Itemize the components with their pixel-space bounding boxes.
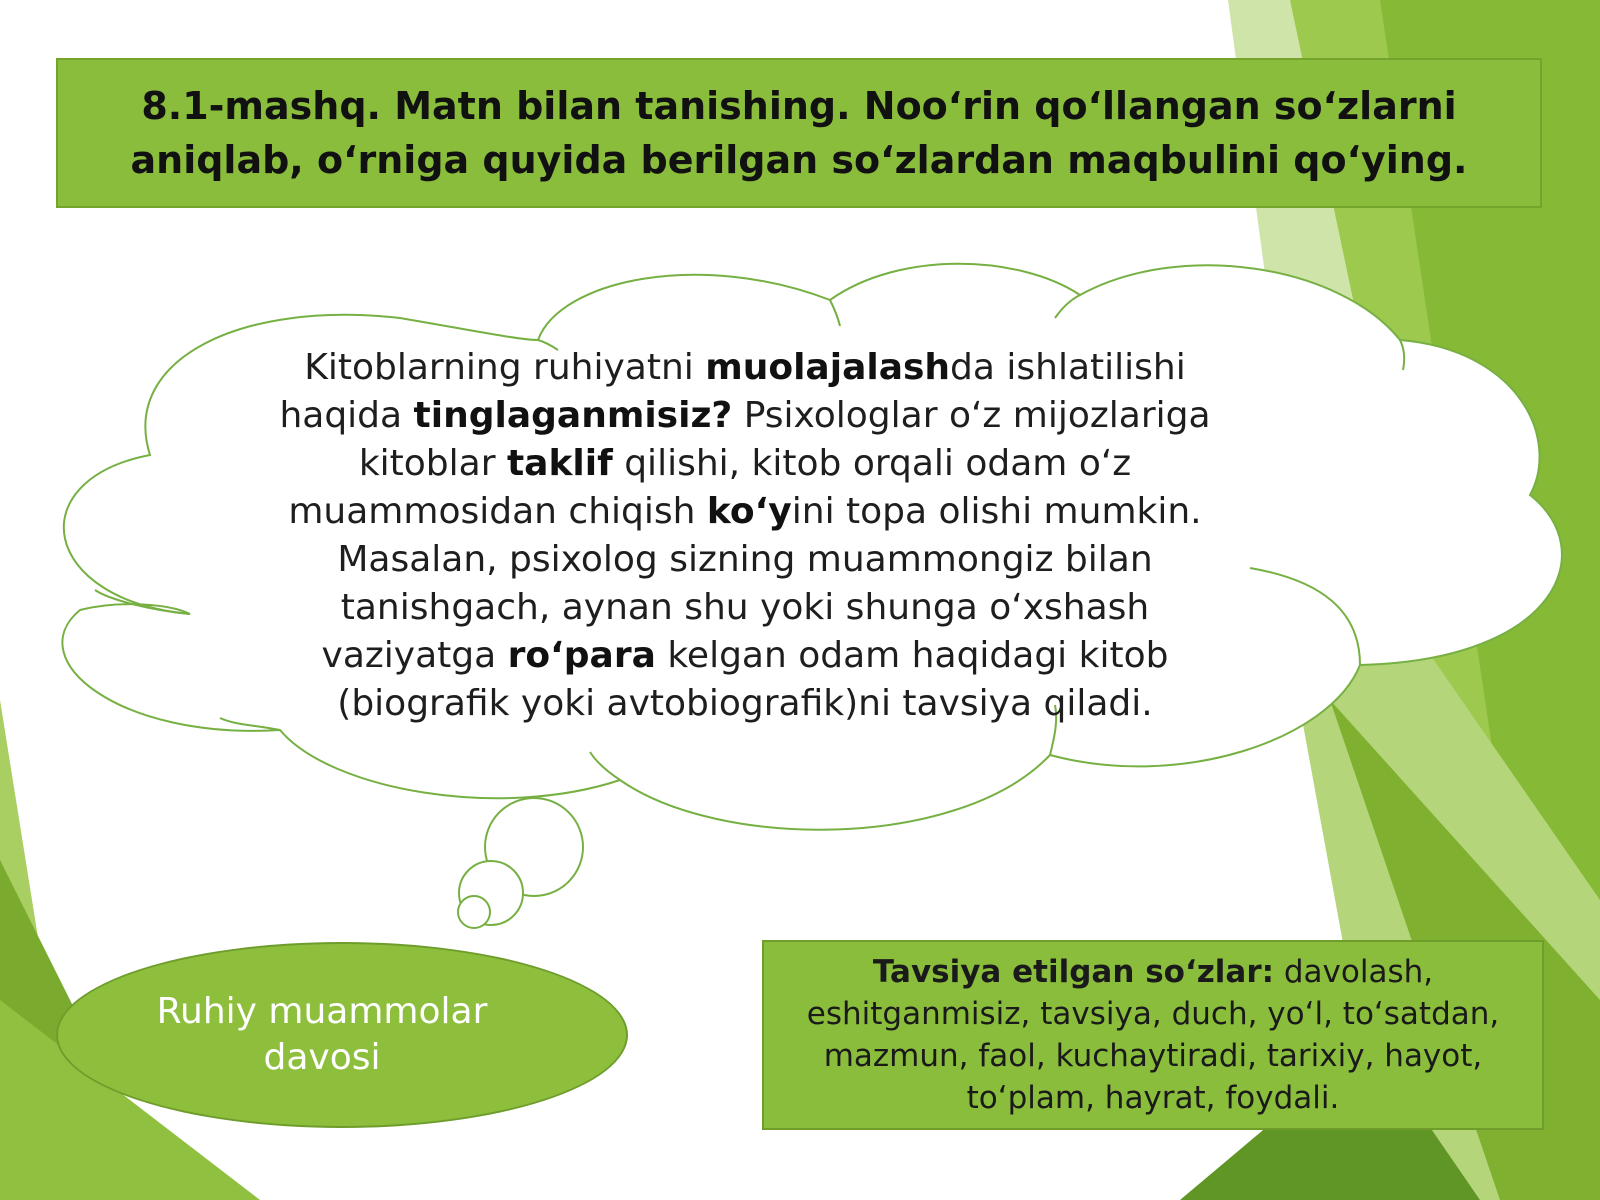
title-line-2: aniqlab, o‘rniga quyida berilgan so‘zlardan maqbulini qo‘ying. bbox=[130, 138, 1468, 182]
passage-highlight: ro‘para bbox=[507, 635, 656, 676]
passage-highlight: taklif bbox=[506, 443, 613, 484]
topic-oval bbox=[56, 942, 628, 1128]
topic-line-2: davosi bbox=[263, 1037, 381, 1078]
recommended-words-text bbox=[764, 951, 1542, 1119]
recommended-words-label: Tavsiya etilgan so‘zlar: bbox=[872, 954, 1275, 990]
title-line-1: 8.1-mashq. Matn bilan tanishing. Noo‘rin qo‘llangan so‘zlarni bbox=[141, 84, 1457, 128]
cloud-bubble-small bbox=[458, 896, 490, 928]
passage-highlight: tinglaganmisiz? bbox=[413, 395, 733, 436]
passage-text: kelgan odam haqidagi kitob (biografik yoki avtobiografik)ni tavsiya qiladi. bbox=[337, 635, 1169, 724]
passage-text: da ishlatilishi haqida bbox=[279, 347, 1186, 436]
topic-line-1: Ruhiy muammolar bbox=[156, 991, 488, 1032]
exercise-passage bbox=[250, 344, 1240, 728]
passage-text: Psixologlar o‘z mijozlariga kitoblar bbox=[358, 395, 1211, 484]
recommended-words-list: davolash, eshitganmisiz, tavsiya, duch, yo‘l, to‘satdan, mazmun, faol, kuchaytiradi, tarixiy, hayot, to‘plam, hayrat, foydali. bbox=[806, 954, 1500, 1116]
passage-text: qilishi, kitob orqali odam o‘z muammosidan chiqish bbox=[288, 443, 1132, 532]
passage-highlight: ko‘y bbox=[706, 491, 792, 532]
passage-highlight: muolajalash bbox=[705, 347, 951, 388]
passage-text: ini topa olishi mumkin. Masalan, psixolog sizning muammongiz bilan tanishgach, aynan shu yoki shunga o‘xshash vaziyatga bbox=[321, 491, 1202, 676]
topic-label bbox=[132, 989, 512, 1081]
recommended-words-box bbox=[762, 940, 1544, 1130]
passage-text: Kitoblarning ruhiyatni bbox=[304, 347, 706, 388]
